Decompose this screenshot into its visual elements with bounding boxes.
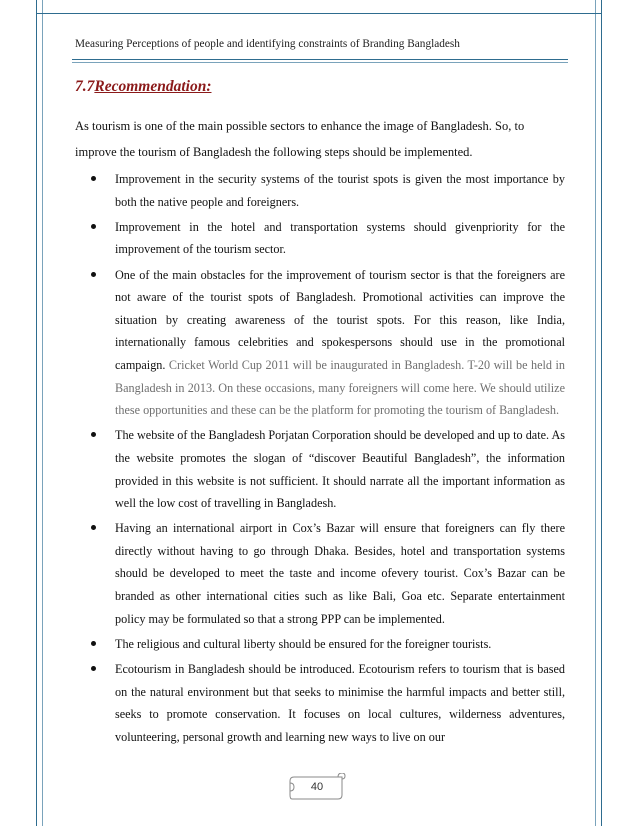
list-item: One of the main obstacles for the improvement of tourism sector is that the foreigners are not aware of the tourist spots of Bangladesh. Promotional activities can improve the situation by creating awareness of the tourist spots. For this reason, like India, internationally famous celebrities and spokespersons should use in the promotional campaign. Cricket World Cup 2011 will be inaugurated in Bangladesh. T-20 will be held in Bangladesh in 2013. On these occasions, many foreigners will come here. We should utilize these opportunities and these can be the platform for promoting the tourism of Bangladesh. xyxy=(75,264,565,422)
section-title: Recommendation: xyxy=(94,78,212,95)
bullet-icon xyxy=(91,272,96,277)
section-number: 7.7 xyxy=(75,78,95,95)
recommendation-list xyxy=(75,168,565,751)
section-heading xyxy=(75,78,211,96)
page-number-scroll xyxy=(288,773,346,801)
page-border-top xyxy=(36,0,602,14)
bullet-icon xyxy=(91,666,96,671)
highlighted-text: Cricket World Cup 2011 will be inaugurated in Bangladesh. T-20 will be held in Bangladesh in 2013. On these occasions, many foreigners will come here. We should utilize these opportunities and these can be the platform for promoting the tourism of Bangladesh. xyxy=(115,357,565,418)
list-item: Improvement in the security systems of the tourist spots is given the most importance by both the native people and foreigners. xyxy=(75,168,565,213)
page-number: 40 xyxy=(310,781,324,793)
bullet-icon xyxy=(91,224,96,229)
list-item: Improvement in the hotel and transportation systems should givenpriority for the improvement of the tourism sector. xyxy=(75,216,565,261)
header-rule-secondary xyxy=(72,62,568,63)
list-item: Ecotourism in Bangladesh should be introduced. Ecotourism refers to tourism that is based on the natural environment but that seeks to minimise the harmful impacts and better still, seeks to promote conservation. It focuses on local cultures, wilderness adventures, volunteering, personal growth and learning new ways to live on our xyxy=(75,658,565,748)
header-rule xyxy=(72,59,568,60)
intro-paragraph: As tourism is one of the main possible sectors to enhance the image of Bangladesh. So, to improve the tourism of Bangladesh the following steps should be implemented. xyxy=(75,119,525,159)
bullet-icon xyxy=(91,432,96,437)
bullet-icon xyxy=(91,641,96,646)
bullet-icon xyxy=(91,525,96,530)
list-item: Having an international airport in Cox’s Bazar will ensure that foreigners can fly there directly without having to go through Dhaka. Besides, hotel and transportation systems should be developed to meet the taste and income ofevery tourist. Cox’s Bazar can be branded as other international cities such as like Bali, Goa etc. Separate entertainment policy may be formulated so that a strong PPP can be implemented. xyxy=(75,517,565,630)
list-item: The website of the Bangladesh Porjatan Corporation should be developed and up to date. As the website promotes the slogan of “discover Beautiful Bangladesh”, the information provided in this website is not sufficient. It should narrate all the important information as well the low cost of travelling in Bangladesh. xyxy=(75,424,565,514)
running-header: Measuring Perceptions of people and identifying constraints of Branding Bangladesh xyxy=(75,38,460,50)
list-item: The religious and cultural liberty should be ensured for the foreigner tourists. xyxy=(75,633,565,656)
bullet-icon xyxy=(91,176,96,181)
